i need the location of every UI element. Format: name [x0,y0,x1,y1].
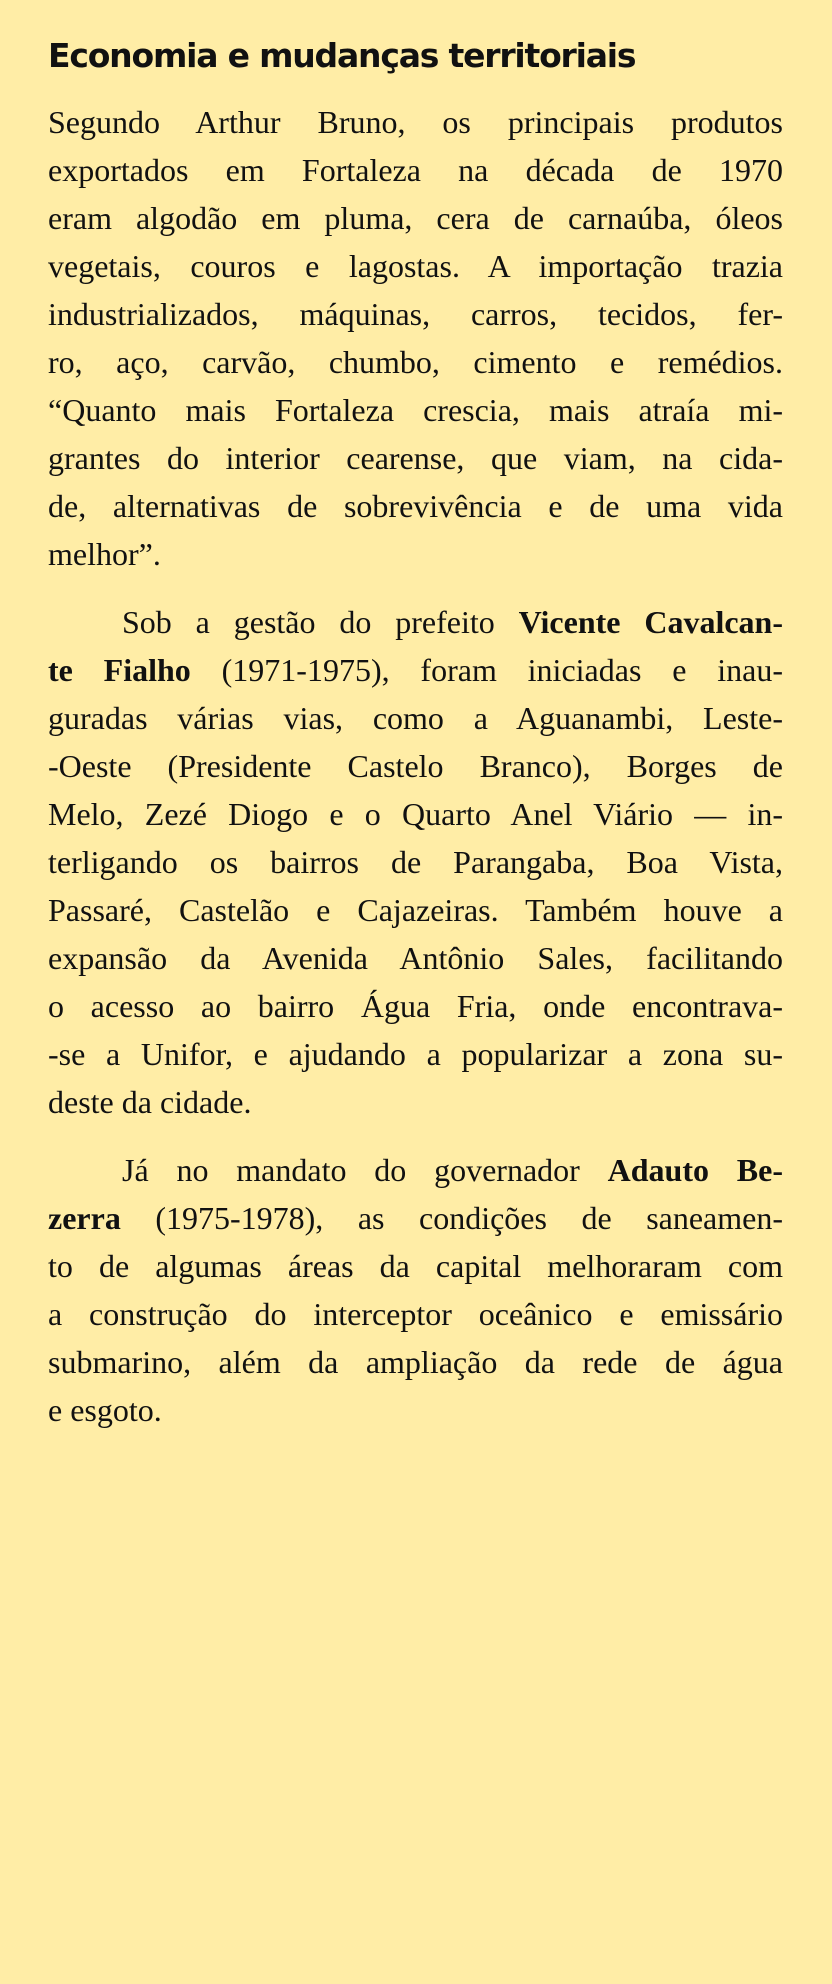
text-segment: e esgoto. [48,1392,162,1428]
text-line [48,386,783,434]
text-line [48,598,783,646]
bold-name: Vicente Cavalcan- [518,604,784,640]
text-segment: Passaré, Castelão e Cajazeiras. Também houve a [48,892,783,928]
text-segment: industrializados, máquinas, carros, tecidos, fer- [48,296,783,332]
section-heading: Economia e mudanças territoriais [48,36,636,75]
text-segment: -Oeste (Presidente Castelo Branco), Borges de [48,748,783,784]
paragraph [48,1146,783,1434]
text-line [48,982,783,1030]
text-segment: submarino, além da ampliação da rede de água [48,1344,783,1380]
text-line [48,742,783,790]
text-line [48,886,783,934]
text-line [48,934,783,982]
text-line [48,1290,783,1338]
text-line [48,646,783,694]
text-line [48,194,783,242]
text-segment: deste da cidade. [48,1084,252,1120]
text-line [48,838,783,886]
text-line [48,694,783,742]
paragraph [48,98,783,578]
text-line [48,1030,783,1078]
bold-name: zerra [48,1200,121,1236]
text-line [48,338,783,386]
text-line [48,434,783,482]
text-segment: Melo, Zezé Diogo e o Quarto Anel Viário — in- [48,796,783,832]
text-segment: Sob a gestão do prefeito [122,604,519,640]
text-segment: o acesso ao bairro Água Fria, onde encontrava- [48,988,783,1024]
text-segment: grantes do interior cearense, que viam, na cida- [48,440,783,476]
text-segment: ro, aço, carvão, chumbo, cimento e remédios. [48,344,783,380]
text-line [48,1386,783,1434]
bold-name: te Fialho [48,652,191,688]
paragraph [48,598,783,1126]
text-segment: de, alternativas de sobrevivência e de uma vida [48,488,783,524]
text-line [48,98,783,146]
text-line [48,1078,783,1126]
text-segment: -se a Unifor, e ajudando a popularizar a zona su- [48,1036,783,1072]
text-line [48,146,783,194]
text-segment: vegetais, couros e lagostas. A importação trazia [48,248,783,284]
text-segment: Já no mandato do governador [122,1152,608,1188]
text-segment: “Quanto mais Fortaleza crescia, mais atraía mi- [48,392,783,428]
text-line [48,790,783,838]
text-segment: melhor”. [48,536,161,572]
text-segment: (1975-1978), as condições de saneamen- [120,1200,783,1236]
bold-name: Adauto Be- [607,1152,783,1188]
text-line [48,1146,783,1194]
text-segment: terligando os bairros de Parangaba, Boa Vista, [48,844,783,880]
text-line [48,482,783,530]
text-segment: exportados em Fortaleza na década de 1970 [48,152,783,188]
text-line [48,530,783,578]
text-segment: (1971-1975), foram iniciadas e inau- [190,652,784,688]
text-segment: expansão da Avenida Antônio Sales, facilitando [48,940,783,976]
text-segment: guradas várias vias, como a Aguanambi, Leste- [48,700,783,736]
text-segment: a construção do interceptor oceânico e emissário [48,1296,783,1332]
text-segment: Segundo Arthur Bruno, os principais produtos [48,104,783,140]
text-line [48,1242,783,1290]
text-segment: eram algodão em pluma, cera de carnaúba, óleos [48,200,783,236]
text-line [48,1194,783,1242]
text-segment: to de algumas áreas da capital melhoraram com [48,1248,783,1284]
text-line [48,1338,783,1386]
text-line [48,290,783,338]
text-line [48,242,783,290]
article-body [48,98,783,1454]
